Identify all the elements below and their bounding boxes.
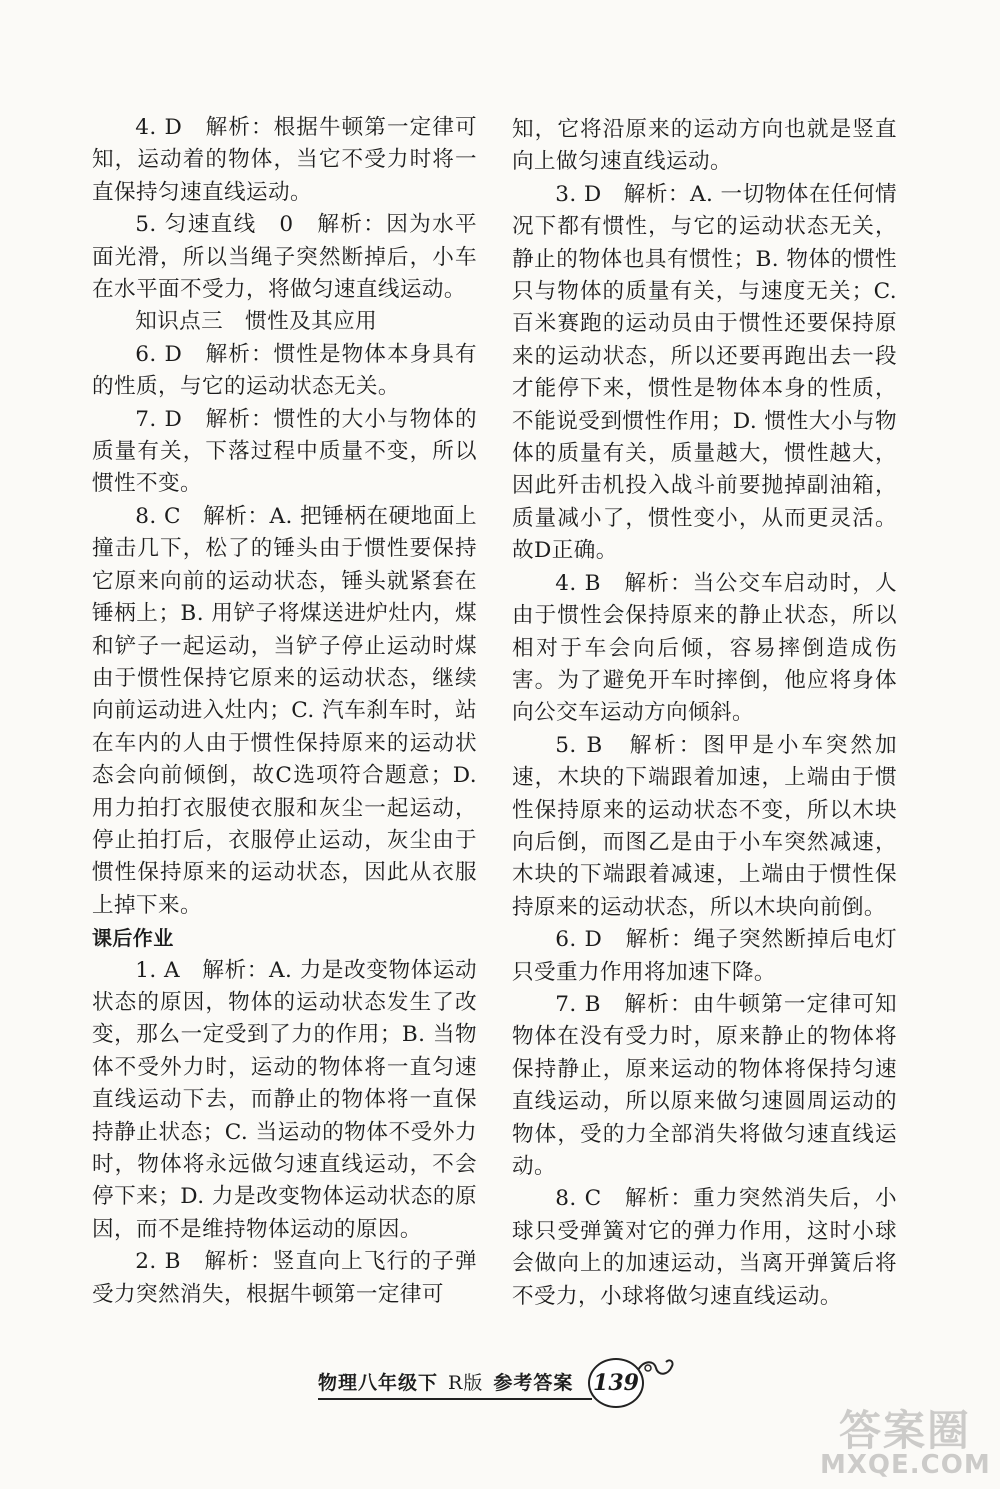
homework-answer-6: 6. D 解析：绳子突然断掉后电灯只受重力作用将加速下降。 (512, 927, 897, 985)
homework-answer-2: 2. B 解析：竖直向上飞行的子弹受力突然消失，根据牛顿第一定律可 (92, 1249, 477, 1307)
section-heading-knowledge-point-3: 知识点三 惯性及其应用 (135, 309, 378, 335)
page-number: 139 (593, 1370, 639, 1396)
answer-4: 4. D 解析：根据牛顿第一定律可知，运动着的物体，当它不受力时将一直保持匀速直线运动。 (92, 115, 477, 205)
footer-edition: R版 (448, 1372, 484, 1394)
footer-subject: 物理八年级下 (318, 1372, 439, 1394)
footer-section: 参考答案 (493, 1372, 574, 1394)
homework-answer-4: 4. B 解析：当公交车启动时，人由于惯性会保持原来的静止状态，所以相对于车会向后倾，容易摔倒造成伤害。为了避免开车时摔倒，他应将身体向公交车运动方向倾斜。 (512, 570, 897, 726)
watermark-url: MXQE.COM (820, 1450, 991, 1480)
homework-answer-3: 3. D 解析：A. 一切物体在任何情况下都有惯性，与它的运动状态无关，静止的物体也具有惯性；B. 物体的惯性只与物体的质量有关，与速度无关；C. 百米赛跑的运动员由于惯性还要保持原来的运动状态，所以还要再跑出去一段才能停下来，惯性是物体本身的性质，不能说受到惯性作用；D. 惯性大小与物体的质量有关，质量越大，惯性越大，因此歼击机投入战斗前要抛掉副油箱，质量减小了，惯性变小，从而更灵活。故D正确。 (512, 181, 897, 564)
answer-8: 8. C 解析：A. 把锤柄在硬地面上撞击几下，松了的锤头由于惯性要保持它原来向前的运动状态，锤头就紧套在锤柄上；B. 用铲子将煤送进炉灶内，煤和铲子一起运动，当铲子停止运动时煤由于惯性保持它原来的运动状态，继续向前运动进入灶内；C. 汽车刹车时，站在车内的人由于惯性保持原来的运动状态会向前倾倒，故C选项符合题意；D. 用力拍打衣服使衣服和灰尘一起运动，停止拍打后，衣服停止运动，灰尘由于惯性保持原来的运动状态，因此从衣服上掉下来。 (92, 503, 477, 918)
homework-answer-2-continued: 知，它将沿原来的运动方向也就是竖直向上做匀速直线运动。 (512, 117, 897, 175)
right-column (512, 114, 897, 1313)
homework-answer-5: 5. B 解析：图甲是小车突然加速，木块的下端跟着加速，上端由于惯性保持原来的运动状态不变，所以木块向后倒，而图乙是由于小车突然减速，木块的下端跟着减速，上端由于惯性保持原来的运动状态，所以木块向前倒。 (512, 732, 897, 920)
answer-6: 6. D 解析：惯性是物体本身具有的性质，与它的运动状态无关。 (92, 341, 477, 400)
left-column (92, 112, 477, 1311)
answer-5: 5. 匀速直线 0 解析：因为水平面光滑，所以当绳子突然断掉后，小车在水平面不受力，将做匀速直线运动。 (92, 212, 477, 303)
homework-answer-1: 1. A 解析：A. 力是改变物体运动状态的原因，物体的运动状态发生了改变，那么一定受到了力的作用；B. 当物体不受外力时，运动的物体将一直匀速直线运动下去，而静止的物体将一直保持静止状态；C. 当运动的物体不受外力时，物体将永远做匀速直线运动，不会停下来；D. 力是改变物体运动状态的原因，而不是维持物体运动的原因。 (92, 957, 477, 1242)
site-watermark (820, 1398, 990, 1484)
watermark-logo-text: 答案圈 (838, 1406, 971, 1455)
footer-title (318, 1368, 573, 1395)
answer-7: 7. D 解析：惯性的大小与物体的质量有关，下落过程中质量不变，所以惯性不变。 (92, 406, 477, 497)
section-heading-homework: 课后作业 (92, 926, 174, 951)
homework-answer-8: 8. C 解析：重力突然消失后，小球只受弹簧对它的弹力作用，这时小球会做向上的加速运动，当离开弹簧后将不受力，小球将做匀速直线运动。 (512, 1186, 897, 1309)
swirl-ornament-icon (636, 1356, 676, 1380)
footer-underline (318, 1398, 592, 1400)
homework-answer-7: 7. B 解析：由牛顿第一定律可知物体在没有受力时，原来静止的物体将保持静止，原来运动的物体将保持匀速直线运动，所以原来做匀速圆周运动的物体，受的力全部消失将做匀速直线运动。 (512, 991, 897, 1179)
page-footer (318, 1358, 678, 1408)
